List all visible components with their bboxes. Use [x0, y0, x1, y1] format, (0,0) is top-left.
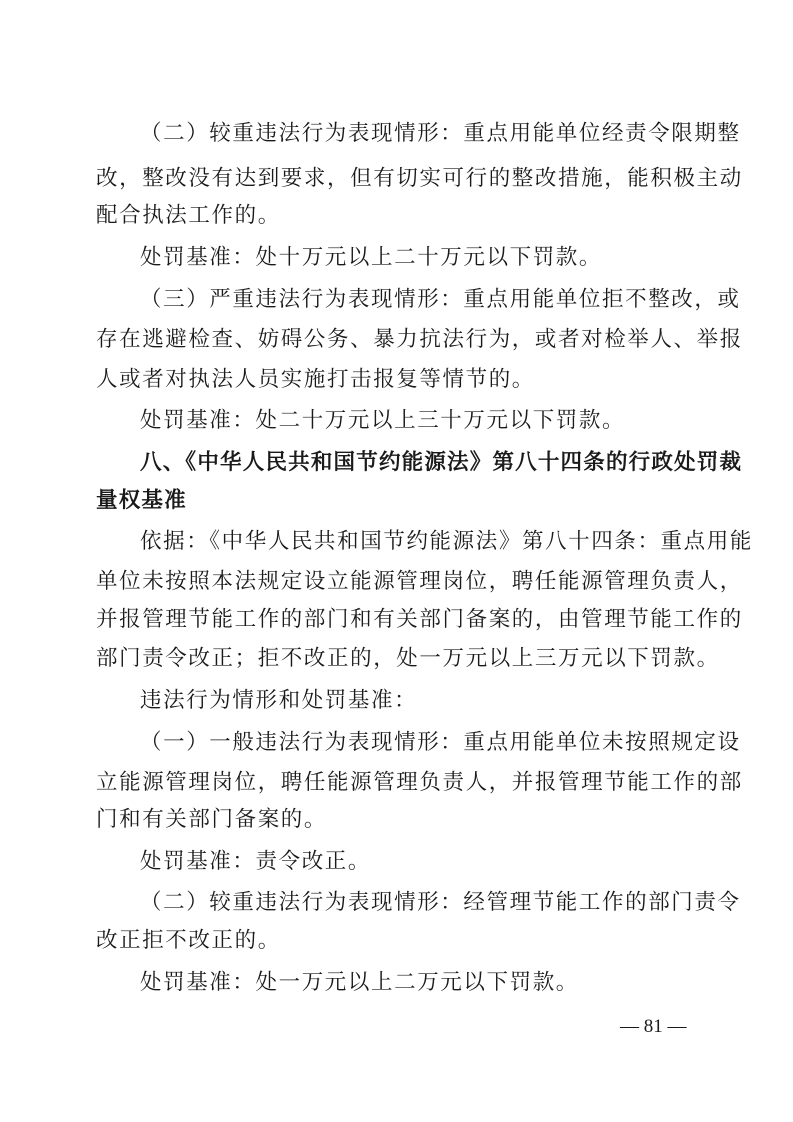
- text-line: 处罚基准：处二十万元以上三十万元以下罚款。: [140, 408, 626, 433]
- text-line: 门和有关部门备案的。: [96, 807, 328, 832]
- text-line: 处罚基准：处十万元以上二十万元以下罚款。: [140, 245, 603, 270]
- text-line: 并报管理节能工作的部门和有关部门备案的，由管理节能工作的: [96, 607, 743, 632]
- text-line: （三）严重违法行为表现情形：重点用能单位拒不整改，或: [140, 287, 741, 312]
- text-line: 人或者对执法人员实施打击报复等情节的。: [96, 367, 535, 392]
- section-heading: 八、《中华人民共和国节约能源法》第八十四条的行政处罚裁: [140, 450, 743, 475]
- text-line: 处罚基准：处一万元以上二万元以下罚款。: [140, 970, 579, 995]
- text-line: 部门责令改正；拒不改正的，处一万元以上三万元以下罚款。: [96, 646, 720, 671]
- text-line: 改，整改没有达到要求，但有切实可行的整改措施，能积极主动: [96, 166, 743, 191]
- text-line: 立能源管理岗位，聘任能源管理负责人，并报管理节能工作的部: [96, 770, 743, 795]
- text-line: 存在逃避检查、妨碍公务、暴力抗法行为，或者对检举人、举报: [96, 327, 743, 352]
- text-line: 违法行为情形和处罚基准：: [140, 688, 418, 713]
- section-heading: 量权基准: [96, 488, 187, 513]
- page-number: — 81 —: [620, 1016, 687, 1037]
- text-line: 处罚基准：责令改正。: [140, 849, 372, 874]
- text-line: 改正拒不改正的。: [96, 928, 281, 953]
- text-line: （二）较重违法行为表现情形：经管理节能工作的部门责令: [140, 890, 741, 915]
- text-line: 单位未按照本法规定设立能源管理岗位，聘任能源管理负责人，: [96, 569, 743, 594]
- text-line: 依据：《中华人民共和国节约能源法》第八十四条：重点用能: [140, 529, 753, 554]
- text-line: （一）一般违法行为表现情形：重点用能单位未按照规定设: [140, 730, 741, 755]
- text-line: 配合执法工作的。: [96, 203, 281, 228]
- text-line: （二）较重违法行为表现情形：重点用能单位经责令限期整: [140, 121, 741, 146]
